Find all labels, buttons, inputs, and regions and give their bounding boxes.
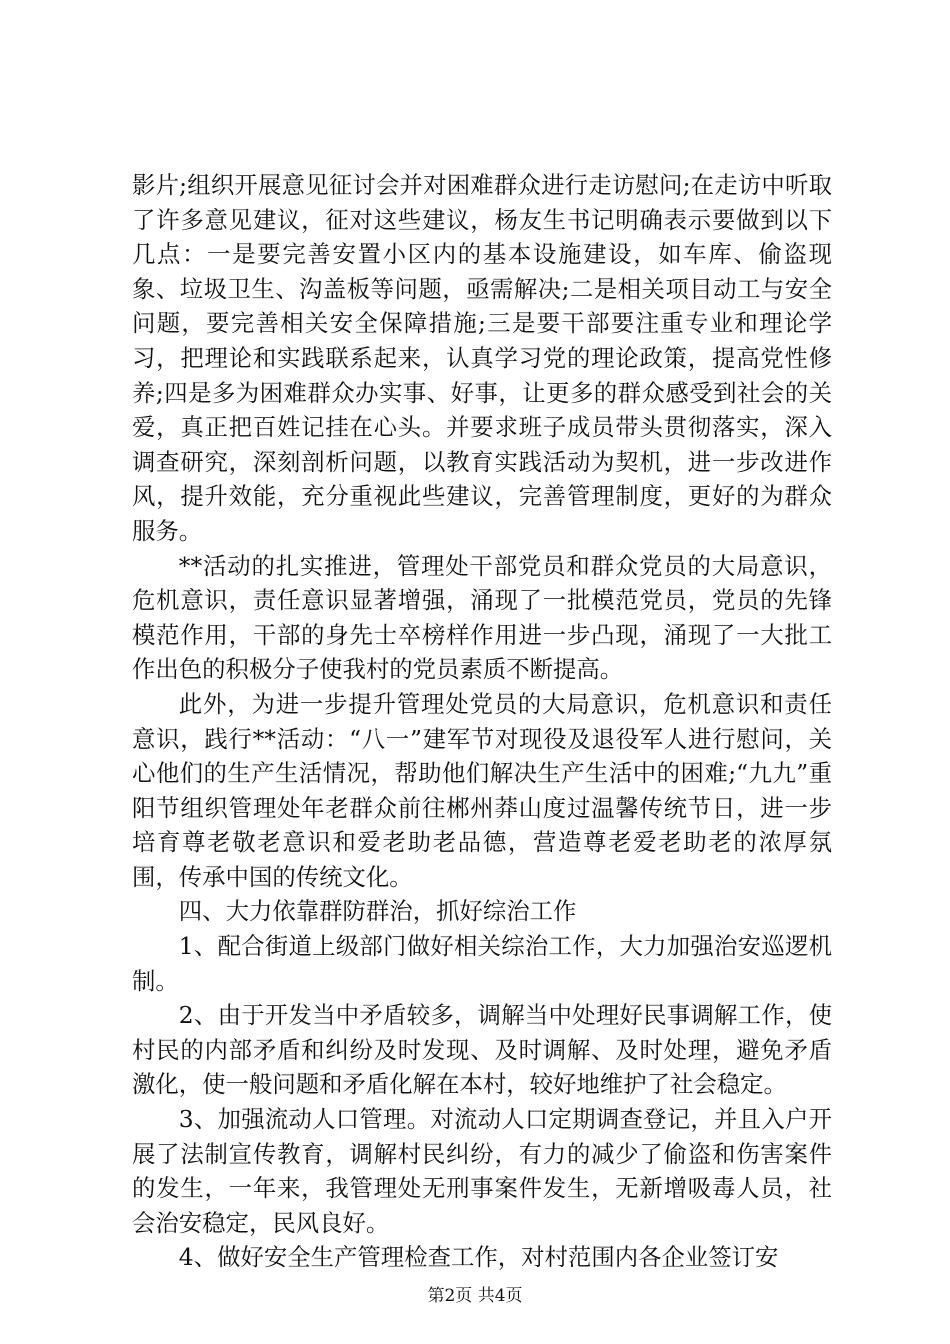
list-item-4: 4、做好安全生产管理检查工作，对村范围内各企业签订安 xyxy=(178,1243,779,1272)
paragraph-additional-activities: 此外，为进一步提升管理处党员的大局意识，危机意识和责任意识，践行**活动：“八一”建军节对现役及退役军人进行慰问，关心他们的生产生活情况，帮助他们解决生产生活中的困难;“九九”重阳节组织管理处年老群众前往郴州莽山度过温馨传统节日，进一步培育尊老敬老意识和爱老助老品德，营造尊老爱老助老的浓厚氛围，传承中国的传统文化。 xyxy=(132,689,832,891)
list-item-3: 3、加强流动人口管理。对流动人口定期调查登记，并且入户开展了法制宣传教育，调解村民纠纷，有力的减少了偷盗和伤害案件的发生，一年来，我管理处无刑事案件发生，无新增吸毒人员，社会治安稳定，民风良好。 xyxy=(132,1105,832,1237)
paragraph-continued: 影片;组织开展意见征讨会并对困难群众进行走访慰问;在走访中听取了许多意见建议，征对这些建议，杨友生书记明确表示要做到以下几点：一是要完善安置小区内的基本设施建设，如车库、偷盗现象、垃圾卫生、沟盖板等问题，亟需解决;二是相关项目动工与安全问题，要完善相关安全保障措施;三是要干部要注重专业和理论学习，把理论和实践联系起来，认真学习党的理论政策，提高党性修养;四是多为困难群众办实事、好事，让更多的群众感受到社会的关爱，真正把百姓记挂在心头。并要求班子成员带头贯彻落实，深入调查研究，深刻剖析问题，以教育实践活动为契机，进一步改进作风，提升效能，充分重视此些建议，完善管理制度，更好的为群众服务。 xyxy=(132,171,832,545)
list-item-2: 2、由于开发当中矛盾较多，调解当中处理好民事调解工作，使村民的内部矛盾和纠纷及时发现、及时调解、及时处理，避免矛盾激化，使一般问题和矛盾化解在本村，较好地维护了社会稳定。 xyxy=(132,1001,832,1099)
section-heading: 四、大力依靠群防群治，抓好综治工作 xyxy=(178,897,577,926)
page-number-footer: 第2页 共4页 xyxy=(427,1286,523,1306)
list-item-1: 1、配合街道上级部门做好相关综治工作，大力加强治安巡逻机制。 xyxy=(132,932,832,995)
paragraph-activity-progress: **活动的扎实推进，管理处干部党员和群众党员的大局意识，危机意识，责任意识显著增强，涌现了一批模范党员，党员的先锋模范作用，干部的身先士卒榜样作用进一步凸现，涌现了一大批工作出色的积极分子使我村的党员素质不断提高。 xyxy=(132,551,832,684)
document-body xyxy=(132,168,832,1275)
